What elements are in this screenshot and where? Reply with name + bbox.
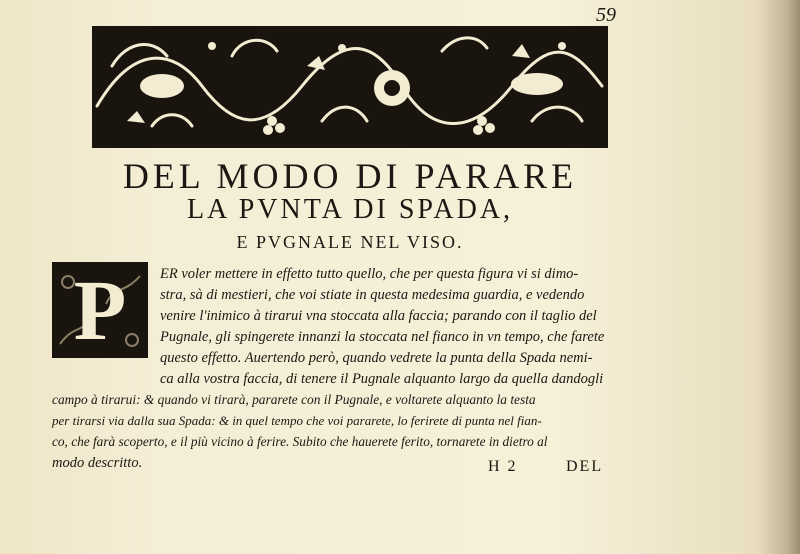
body-line: ca alla vostra faccia, di tenere il Pugnale alquanto largo da quella dandogli — [160, 371, 604, 387]
body-line: modo descritto. — [52, 455, 143, 471]
title-line-1: DEL MODO DI PARARE — [122, 156, 578, 196]
body-line: ER voler mettere in effetto tutto quello, che per questa figura vi si dimo- — [160, 266, 579, 282]
body-line: Pugnale, gli spingerete innanzi la stoccata nel fianco in vn tempo, che farete — [160, 329, 605, 345]
page-number: 59 — [596, 4, 616, 26]
title-line-3: E PVGNALE NEL VISO. — [236, 232, 464, 252]
signature-mark: H 2 — [488, 458, 518, 475]
body-line: venire l'inimico à tirarui vna stoccata alla faccia; parando con il taglio del — [160, 308, 597, 324]
catchword: DEL — [566, 458, 604, 475]
body-line: stra, sà di mestieri, che voi stiate in questa medesima guardia, e vedendo — [160, 287, 585, 303]
body-line: campo à tirarui: & quando vi tirarà, pararete con il Pugnale, e voltarete alquanto la testa — [52, 392, 536, 407]
body-line: co, che farà scoperto, e il più vicino à ferire. Subito che hauerete ferito, tornarete in dietro al — [52, 434, 548, 449]
woodcut-ornament-banner — [92, 26, 608, 148]
page-gutter-shadow — [760, 0, 800, 554]
initial-letter: P — [73, 262, 127, 358]
title-line-2: LA PVNTA DI SPADA, — [186, 194, 514, 225]
body-line: questo effetto. Auertendo però, quando vedrete la punta della Spada nemi- — [160, 350, 593, 366]
body-line: per tirarsi via dalla sua Spada: & in quel tempo che voi pararete, lo ferirete di punta nel fian- — [52, 413, 542, 428]
decorated-initial — [52, 262, 148, 358]
